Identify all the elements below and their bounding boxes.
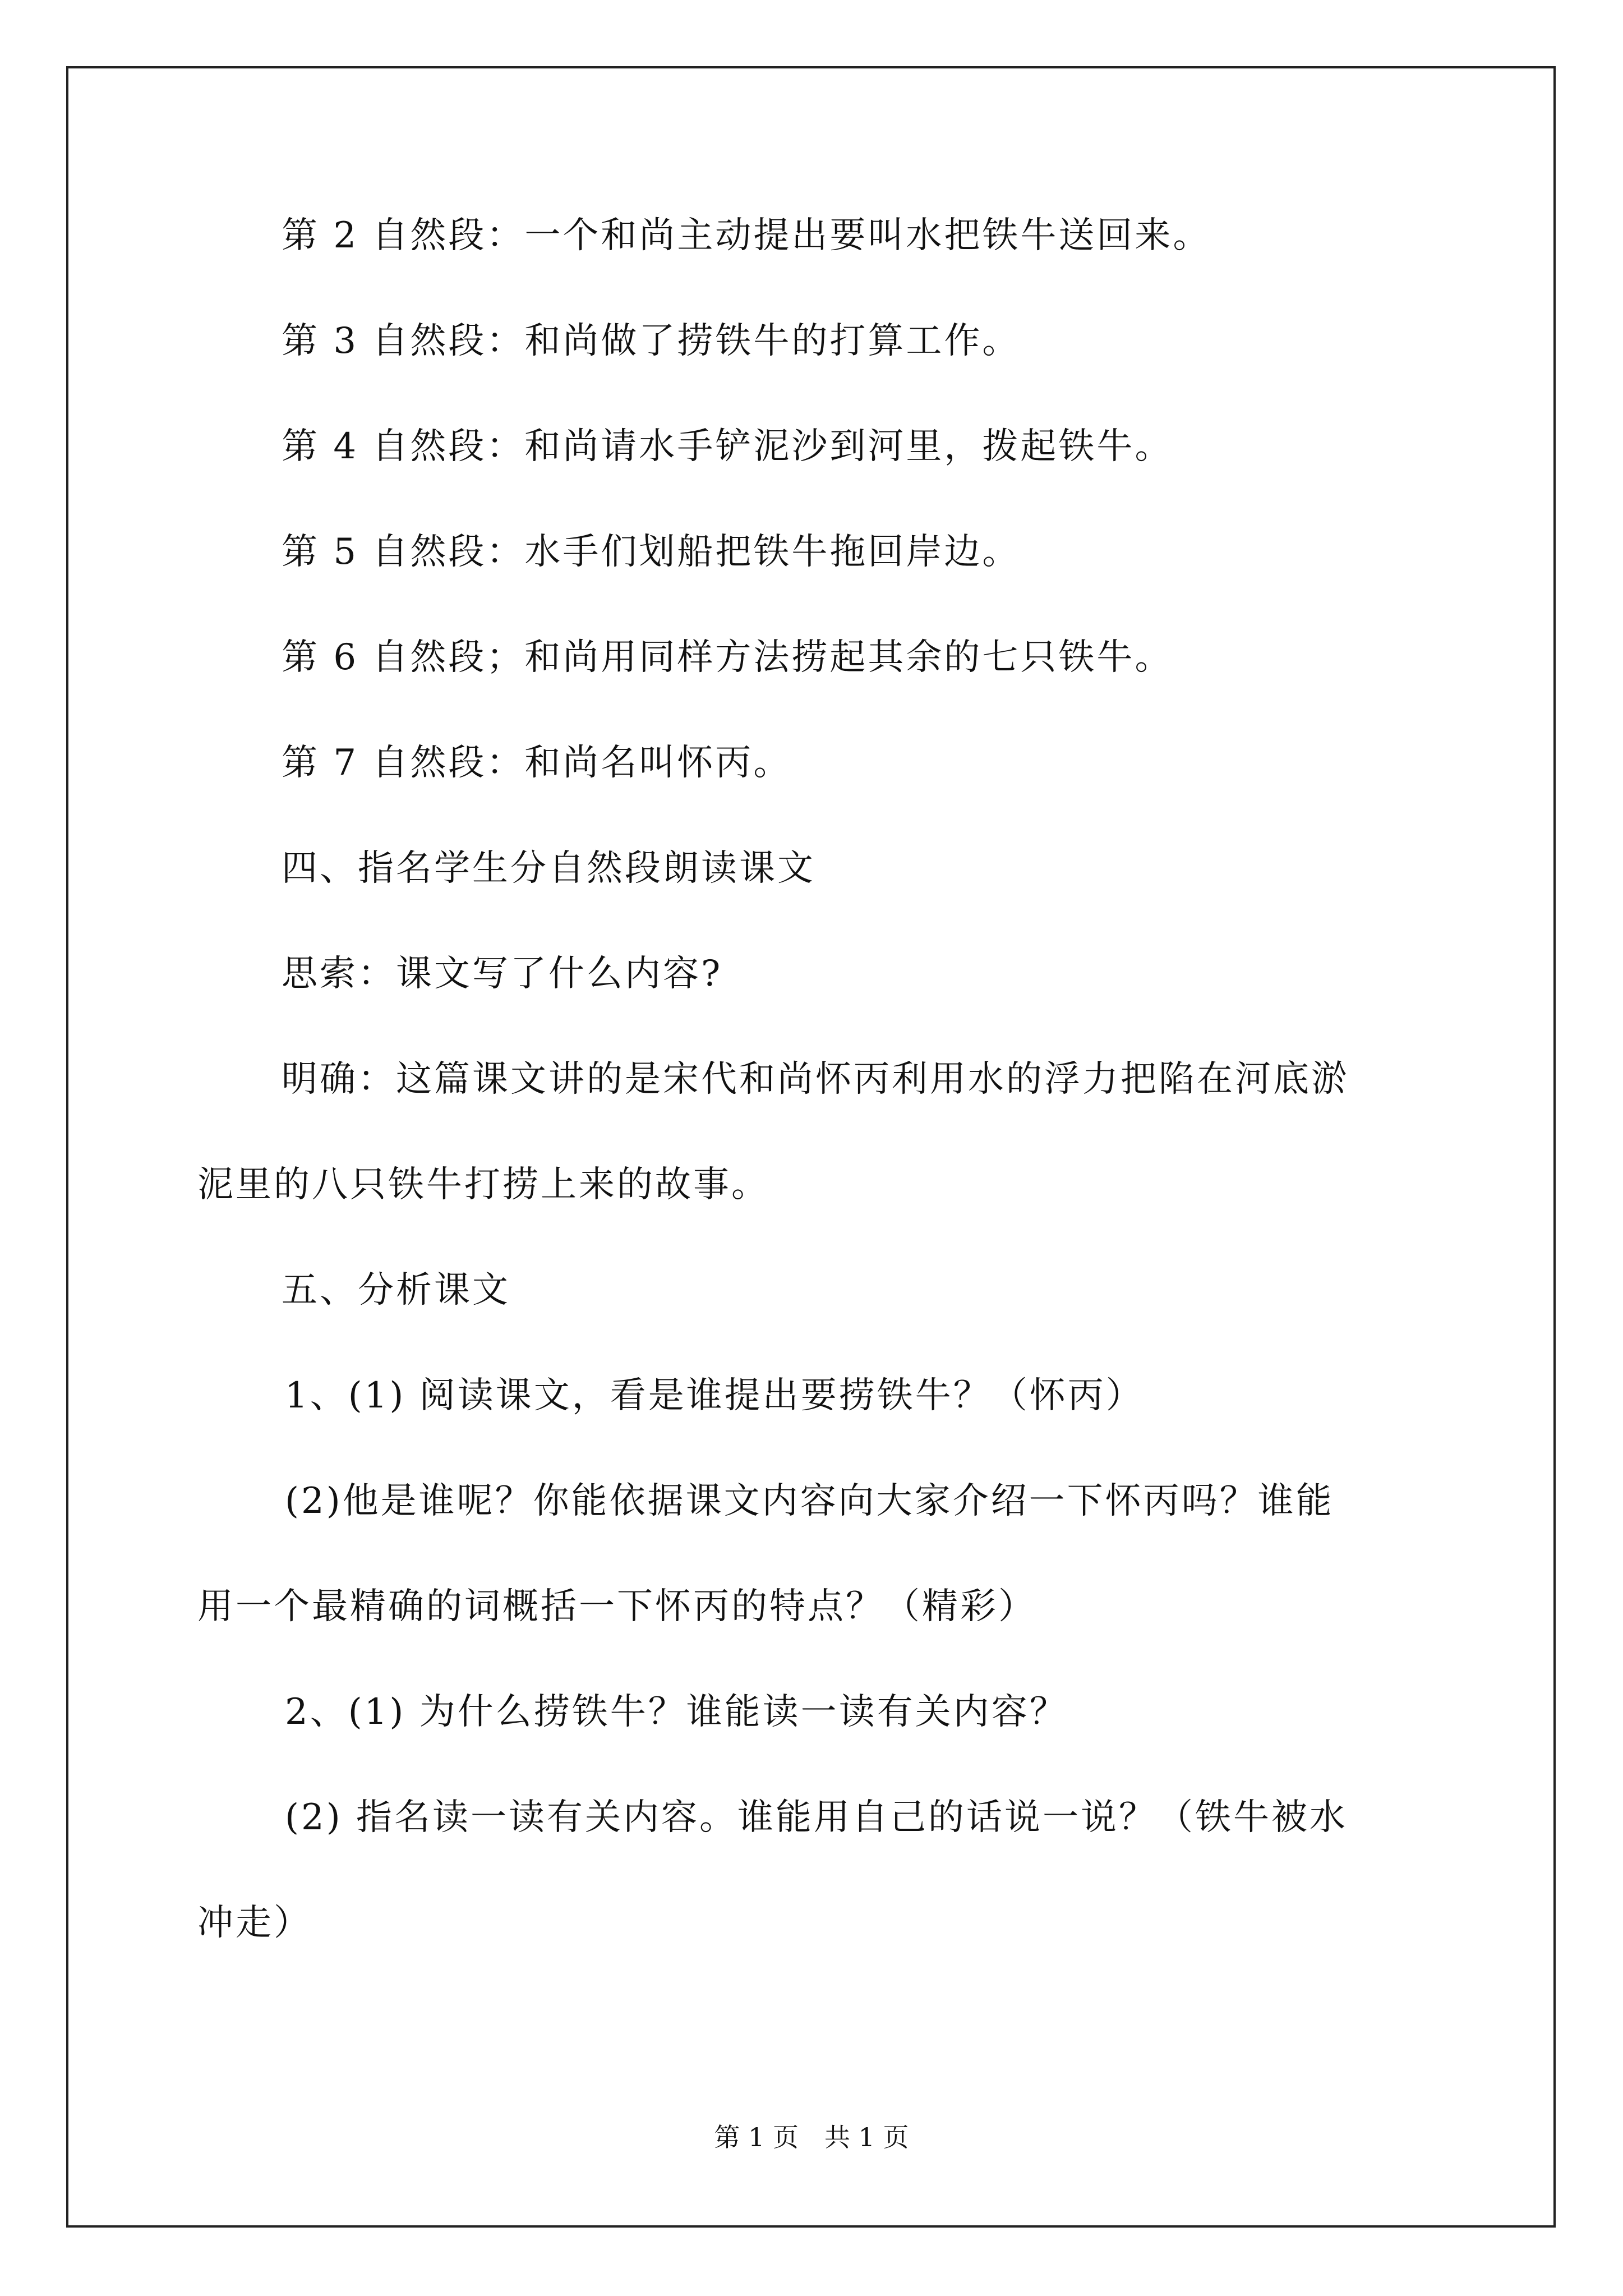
paragraph-line: 1、(1) 阅读课文，看是谁提出要捞铁牛？（怀丙） <box>285 1375 1144 1416</box>
paragraph-line: (2)他是谁呢？你能依据课文内容向大家介绍一下怀丙吗？谁能 <box>285 1480 1334 1522</box>
paragraph-line: 泥里的八只铁牛打捞上来的故事。 <box>197 1164 769 1205</box>
paragraph-line: 第 4 自然段：和尚请水手铲泥沙到河里，拨起铁牛。 <box>282 426 1173 467</box>
paragraph-line: 第 5 自然段：水手们划船把铁牛拖回岸边。 <box>282 531 1021 573</box>
paragraph-line: 思索：课文写了什么内容? <box>282 953 723 995</box>
paragraph-line: 第 7 自然段：和尚名叫怀丙。 <box>282 742 792 784</box>
paragraph-line: 第 2 自然段：一个和尚主动提出要叫水把铁牛送回来。 <box>282 215 1211 256</box>
section-heading: 五、分析课文 <box>282 1269 510 1311</box>
paragraph-line: 用一个最精确的词概括一下怀丙的特点？（精彩） <box>197 1586 1036 1627</box>
paragraph-line: 2、(1) 为什么捞铁牛？谁能读一读有关内容？ <box>285 1691 1068 1733</box>
paragraph-line: 冲走） <box>197 1902 312 1944</box>
paragraph-line: 第 6 自然段；和尚用同样方法捞起其余的七只铁牛。 <box>282 637 1173 678</box>
paragraph-line: 明确：这篇课文讲的是宋代和尚怀丙利用水的浮力把陷在河底淤 <box>282 1059 1349 1100</box>
section-heading: 四、指名学生分自然段朗读课文 <box>282 848 815 889</box>
page-number-footer: 第 1 页 共 1 页 <box>714 2122 909 2152</box>
paragraph-line: 第 3 自然段：和尚做了捞铁牛的打算工作。 <box>282 320 1021 362</box>
paragraph-line: (2) 指名读一读有关内容。谁能用自己的话说一说？（铁牛被水 <box>285 1797 1348 1838</box>
